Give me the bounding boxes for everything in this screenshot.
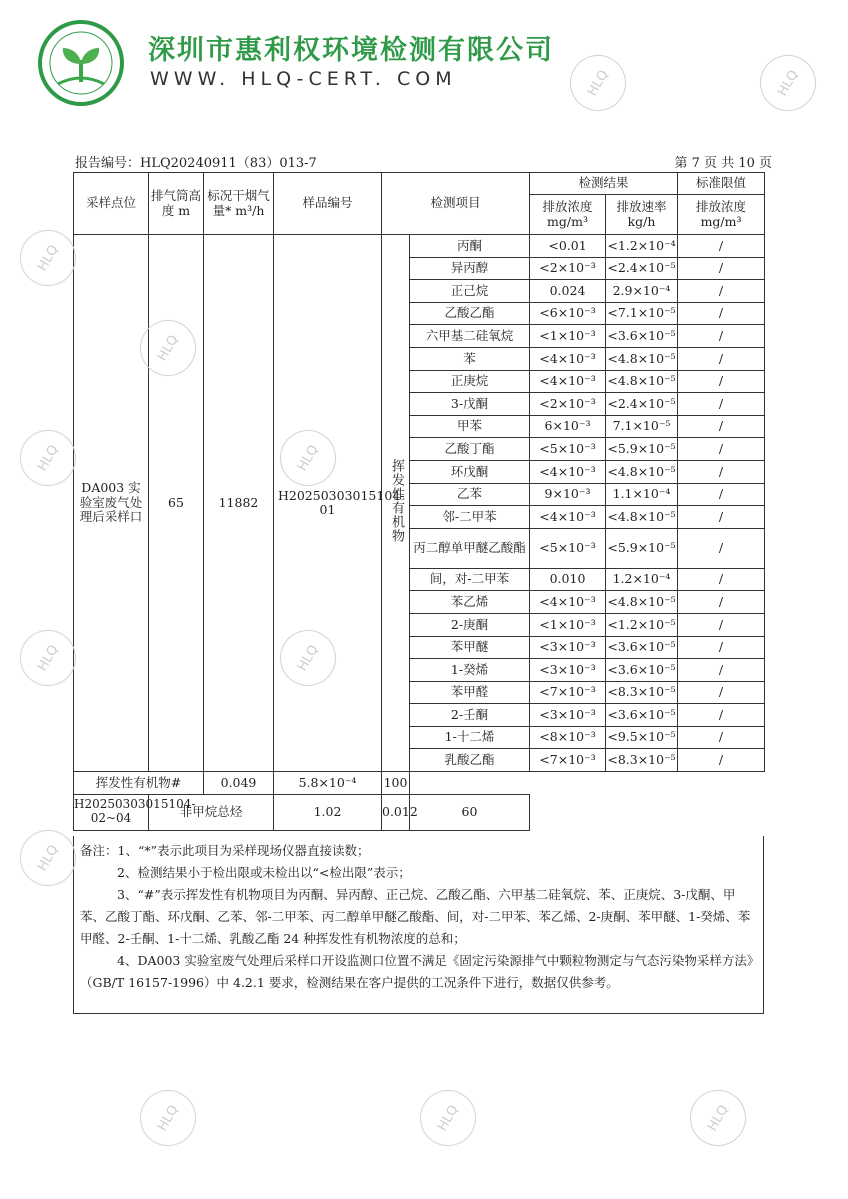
notes: [73, 836, 764, 1014]
voc-name: 乙苯: [410, 483, 530, 506]
voc-limit: /: [678, 659, 765, 682]
voc-conc: <4×10⁻³: [530, 591, 606, 614]
voc-conc: <8×10⁻³: [530, 726, 606, 749]
sampling-point-cell: DA003 实验室废气处理后采样口: [74, 235, 149, 772]
voc-name: 间，对-二甲苯: [410, 568, 530, 591]
sample-no-1: H20250303015104-01: [274, 235, 382, 772]
voc-group-label: 挥发性有机物: [388, 459, 404, 544]
watermark-stamp: HLQ: [130, 310, 206, 386]
voc-rate: 1.2×10⁻⁴: [606, 568, 678, 591]
voc-rate: <8.3×10⁻⁵: [606, 749, 678, 772]
voc-row: [74, 235, 765, 258]
result-table: [73, 172, 765, 831]
voc-name: 乳酸乙酯: [410, 749, 530, 772]
voc-rate: <3.6×10⁻⁵: [606, 325, 678, 348]
voc-name: 六甲基二硅氧烷: [410, 325, 530, 348]
voc-conc: <7×10⁻³: [530, 681, 606, 704]
voc-conc: <4×10⁻³: [530, 347, 606, 370]
voc-rate: 7.1×10⁻⁵: [606, 415, 678, 438]
voc-conc: <4×10⁻³: [530, 460, 606, 483]
voc-limit: /: [678, 591, 765, 614]
voc-conc: <3×10⁻³: [530, 704, 606, 727]
header-result: 检测结果: [530, 173, 678, 195]
voc-rows: [74, 235, 765, 772]
voc-conc: <0.01: [530, 235, 606, 258]
voc-name: 1-十二烯: [410, 726, 530, 749]
header-sampling-point: 采样点位: [74, 173, 149, 235]
voc-name: 苯甲醛: [410, 681, 530, 704]
voc-rate: <4.8×10⁻⁵: [606, 460, 678, 483]
voc-conc: <4×10⁻³: [530, 506, 606, 529]
voc-rate: <2.4×10⁻⁵: [606, 257, 678, 280]
voc-name: 乙酸乙酯: [410, 302, 530, 325]
voc-limit: /: [678, 438, 765, 461]
voc-rate: <3.6×10⁻⁵: [606, 636, 678, 659]
note-2: 2、检测结果小于检出限或未检出以“<检出限”表示；: [117, 865, 411, 880]
voc-name: 环戊酮: [410, 460, 530, 483]
header-rate: 排放速率 kg/h: [606, 195, 678, 235]
report-info: [75, 152, 775, 171]
voc-limit: /: [678, 257, 765, 280]
voc-conc: 0.010: [530, 568, 606, 591]
voc-total-name: 挥发性有机物#: [74, 772, 204, 795]
header-conc: 排放浓度 mg/m³: [530, 195, 606, 235]
voc-conc: 9×10⁻³: [530, 483, 606, 506]
voc-name: 丙酮: [410, 235, 530, 258]
voc-total-conc: 0.049: [204, 772, 274, 795]
header-limit-conc: 排放浓度 mg/m³: [678, 195, 765, 235]
watermark-stamp: HLQ: [750, 45, 826, 121]
nmhc-name: 非甲烷总烃: [149, 794, 274, 830]
voc-limit: /: [678, 325, 765, 348]
company-logo: [38, 20, 124, 106]
voc-conc: <7×10⁻³: [530, 749, 606, 772]
header-stack-height: 排气筒高度 m: [149, 173, 204, 235]
nmhc-conc: 1.02: [274, 794, 382, 830]
voc-name: 3-戊酮: [410, 393, 530, 416]
sample-no-2: H20250303015104-02~04: [74, 794, 149, 830]
header-limit: 标准限值: [678, 173, 765, 195]
voc-rate: <2.4×10⁻⁵: [606, 393, 678, 416]
voc-limit: /: [678, 726, 765, 749]
watermark-stamp: HLQ: [270, 420, 346, 496]
watermark-stamp: HLQ: [560, 45, 636, 121]
voc-conc: <2×10⁻³: [530, 257, 606, 280]
voc-rate: <4.8×10⁻⁵: [606, 370, 678, 393]
voc-conc: <3×10⁻³: [530, 659, 606, 682]
report-number: 报告编号：HLQ20240911（83）013-7: [75, 156, 317, 171]
voc-name: 正己烷: [410, 280, 530, 303]
flow-cell: 11882: [204, 235, 274, 772]
voc-rate: <8.3×10⁻⁵: [606, 681, 678, 704]
header-flow: 标况干烟气量* m³/h: [204, 173, 274, 235]
voc-total-limit: 100: [382, 772, 410, 795]
voc-limit: /: [678, 704, 765, 727]
voc-group-cell: [382, 235, 410, 772]
watermark-stamp: HLQ: [130, 1080, 206, 1156]
voc-rate: 1.1×10⁻⁴: [606, 483, 678, 506]
voc-name: 邻-二甲苯: [410, 506, 530, 529]
voc-rate: <4.8×10⁻⁵: [606, 506, 678, 529]
voc-limit: /: [678, 460, 765, 483]
voc-name: 苯: [410, 347, 530, 370]
watermark-stamp: HLQ: [10, 820, 86, 896]
voc-limit: /: [678, 280, 765, 303]
voc-rate: <4.8×10⁻⁵: [606, 591, 678, 614]
page-indicator: 第 7 页 共 10 页: [674, 156, 772, 171]
voc-limit: /: [678, 302, 765, 325]
note-3: 3、“#”表示挥发性有机物项目为丙酮、异丙醇、正己烷、乙酸乙酯、六甲基二硅氧烷、苯、正庚烷、3-戊酮、甲苯、乙酸丁酯、环戊酮、乙苯、邻-二甲苯、丙二醇单甲醚乙酸酯、间，对-二甲苯、苯乙烯、2-庚酮、苯甲醚、1-癸烯、苯甲醛、2-壬酮、1-十二烯、乳酸乙酯 24 种挥发性有机物浓度的总和；: [80, 887, 751, 946]
voc-rate: <3.6×10⁻⁵: [606, 704, 678, 727]
letterhead: [38, 20, 818, 100]
voc-name: 2-庚酮: [410, 613, 530, 636]
voc-total-rate: 5.8×10⁻⁴: [274, 772, 382, 795]
voc-conc: <6×10⁻³: [530, 302, 606, 325]
voc-name: 异丙醇: [410, 257, 530, 280]
voc-limit: /: [678, 347, 765, 370]
voc-conc: <3×10⁻³: [530, 636, 606, 659]
voc-name: 正庚烷: [410, 370, 530, 393]
voc-rate: <1.2×10⁻⁴: [606, 235, 678, 258]
header-item: 检测项目: [382, 173, 530, 235]
voc-limit: /: [678, 235, 765, 258]
nmhc-limit: 60: [410, 794, 530, 830]
watermark-stamp: HLQ: [680, 1080, 756, 1156]
nmhc-rate: 0.012: [382, 794, 410, 830]
voc-conc: <1×10⁻³: [530, 325, 606, 348]
voc-conc: 6×10⁻³: [530, 415, 606, 438]
voc-rate: <7.1×10⁻⁵: [606, 302, 678, 325]
voc-limit: /: [678, 483, 765, 506]
voc-rate: <5.9×10⁻⁵: [606, 438, 678, 461]
voc-conc: <2×10⁻³: [530, 393, 606, 416]
voc-conc: <1×10⁻³: [530, 613, 606, 636]
voc-name: 甲苯: [410, 415, 530, 438]
voc-limit: /: [678, 613, 765, 636]
voc-limit: /: [678, 528, 765, 568]
watermark-stamp: HLQ: [10, 620, 86, 696]
voc-name: 乙酸丁酯: [410, 438, 530, 461]
company-website: WWW. HLQ-CERT. COM: [150, 68, 457, 90]
voc-rate: <9.5×10⁻⁵: [606, 726, 678, 749]
voc-name: 苯乙烯: [410, 591, 530, 614]
voc-rate: <4.8×10⁻⁵: [606, 347, 678, 370]
voc-rate: 2.9×10⁻⁴: [606, 280, 678, 303]
watermark-stamp: HLQ: [270, 620, 346, 696]
note-4: 4、DA003 实验室废气处理后采样口开设监测口位置不满足《固定污染源排气中颗粒物测定与气态污染物采样方法》（GB/T 16157-1996）中 4.2.1 要求，检测结果在客户提供的工况条件下进行，数据仅供参考。: [80, 953, 754, 990]
watermark-stamp: HLQ: [10, 220, 86, 296]
voc-name: 2-壬酮: [410, 704, 530, 727]
header-sample-no: 样品编号: [274, 173, 382, 235]
voc-limit: /: [678, 749, 765, 772]
voc-limit: /: [678, 568, 765, 591]
company-name: 深圳市惠利权环境检测有限公司: [148, 35, 554, 66]
voc-name: 苯甲醚: [410, 636, 530, 659]
watermark-stamp: HLQ: [410, 1080, 486, 1156]
voc-limit: /: [678, 393, 765, 416]
voc-conc: <5×10⁻³: [530, 438, 606, 461]
voc-rate: <1.2×10⁻⁵: [606, 613, 678, 636]
voc-limit: /: [678, 506, 765, 529]
stack-height-cell: 65: [149, 235, 204, 772]
voc-conc: 0.024: [530, 280, 606, 303]
voc-limit: /: [678, 370, 765, 393]
voc-conc: <4×10⁻³: [530, 370, 606, 393]
voc-rate: <3.6×10⁻⁵: [606, 659, 678, 682]
voc-limit: /: [678, 415, 765, 438]
voc-limit: /: [678, 636, 765, 659]
voc-conc: <5×10⁻³: [530, 528, 606, 568]
note-1: 备注：1、“*”表示此项目为采样现场仪器直接读数；: [80, 843, 370, 858]
watermark-stamp: HLQ: [10, 420, 86, 496]
voc-name: 丙二醇单甲醚乙酸酯: [410, 528, 530, 568]
voc-limit: /: [678, 681, 765, 704]
voc-name: 1-癸烯: [410, 659, 530, 682]
voc-rate: <5.9×10⁻⁵: [606, 528, 678, 568]
